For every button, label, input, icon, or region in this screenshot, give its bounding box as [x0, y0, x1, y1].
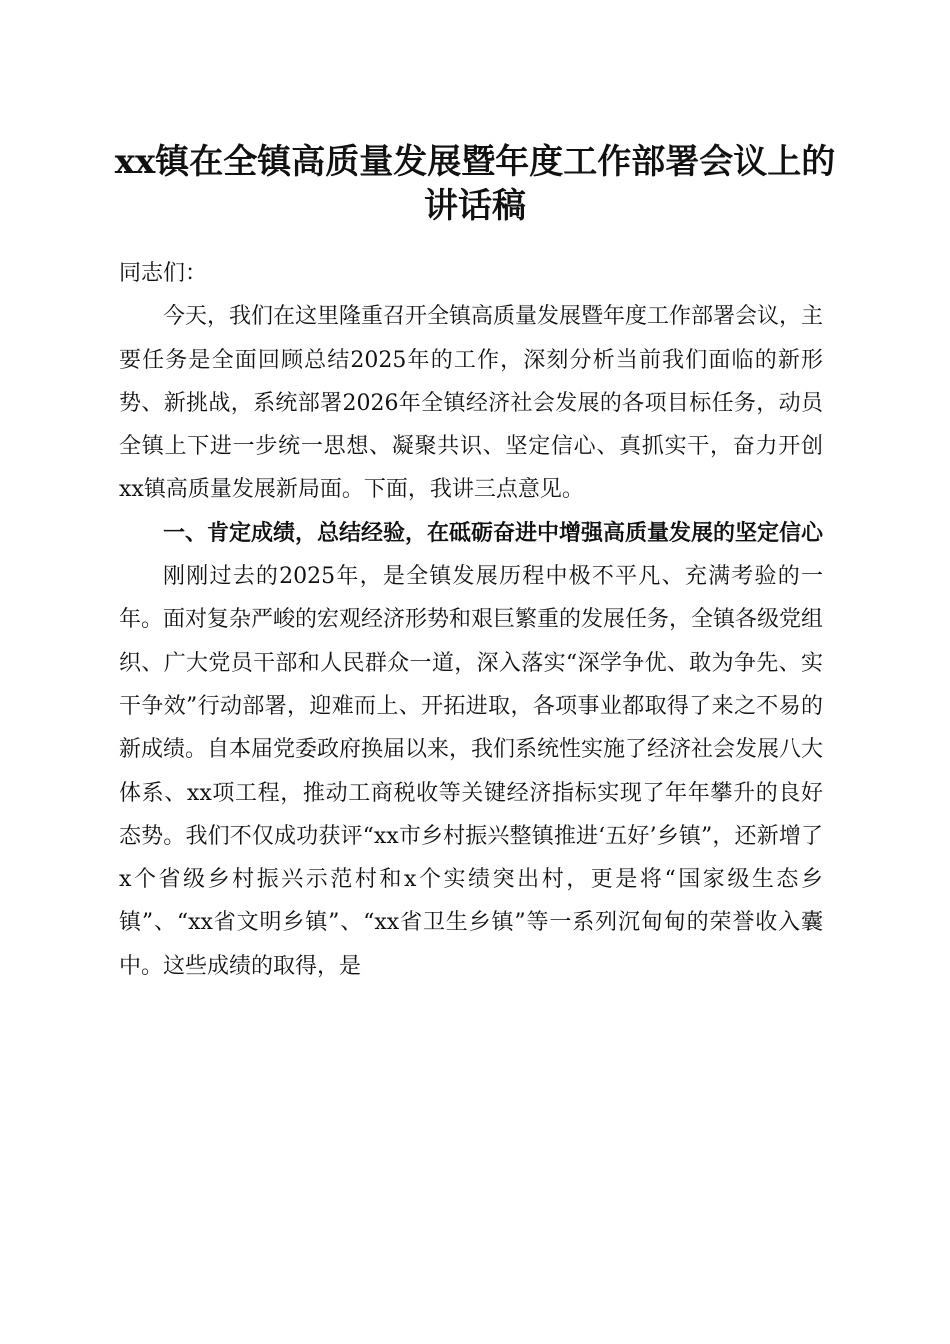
- body-paragraph: 刚刚过去的2025年，是全镇发展历程中极不平凡、充满考验的一年。面对复杂严峻的宏观经济形势和艰巨繁重的发展任务，全镇各级党组织、广大党员干部和人民群众一道，深入落实“深学争优、敢为争先、实干争效”行动部署，迎难而上、开拓进取，各项事业都取得了来之不易的新成绩。自本届党委政府换届以来，我们系统性实施了经济社会发展八大体系、xx项工程，推动工商税收等关键经济指标实现了年年攀升的良好态势。我们不仅成功获评“xx市乡村振兴整镇推进‘五好’乡镇”，还新增了x个省级乡村振兴示范村和x个实绩突出村，更是将“国家级生态乡镇”、“xx省文明乡镇”、“xx省卫生乡镇”等一系列沉甸甸的荣誉收入囊中。这些成绩的取得，是: [119, 564, 824, 979]
- document-body: [119, 252, 823, 988]
- salutation: 同志们：: [119, 261, 208, 286]
- document-title: xx镇在全镇高质量发展暨年度工作部署会议上的讲话稿: [114, 142, 836, 226]
- body-paragraph: 今天，我们在这里隆重召开全镇高质量发展暨年度工作部署会议，主要任务是全面回顾总结2025年的工作，深刻分析当前我们面临的新形势、新挑战，系统部署2026年全镇经济社会发展的各项目标任务，动员全镇上下进一步统一思想、凝聚共识、坚定信心、真抓实干，奋力开创xx镇高质量发展新局面。下面，我讲三点意见。: [119, 304, 824, 503]
- section-heading: 一、肯定成绩，总结经验，在砥砺奋进中增强高质量发展的坚定信心: [163, 520, 824, 546]
